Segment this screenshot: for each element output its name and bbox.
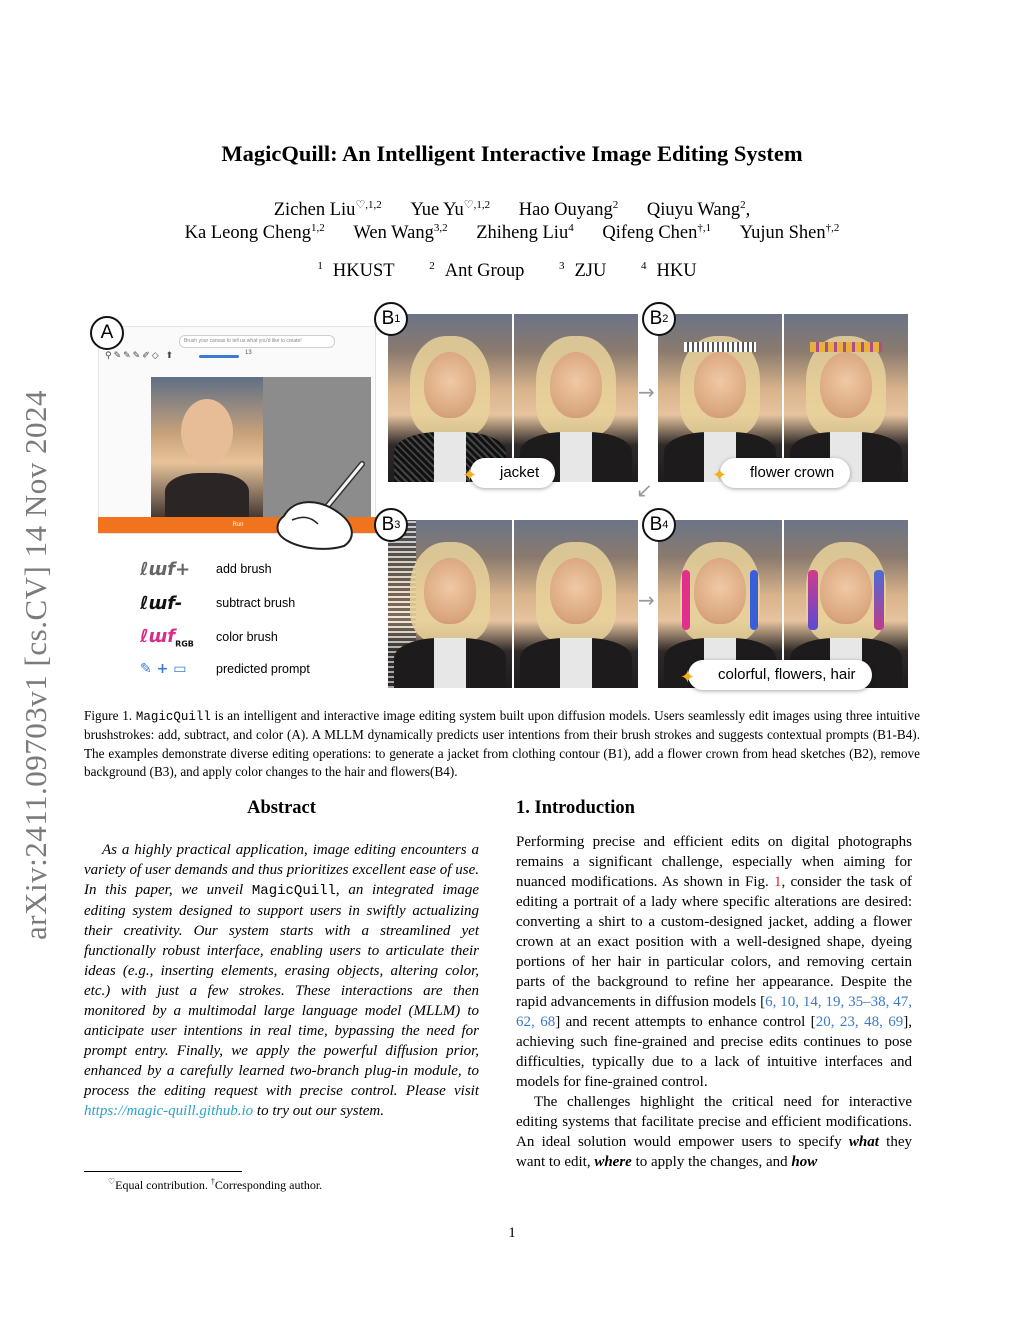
project-link[interactable]: https://magic-quill.github.io — [84, 1103, 254, 1119]
legend-subtract-brush: ℓɯf- subtract brush — [140, 592, 296, 614]
authors-line-2 — [0, 222, 1024, 244]
paper-title: MagicQuill: An Intelligent Interactive Image Editing System — [221, 141, 803, 166]
wand-icon: ✦ — [462, 465, 478, 485]
b2-input-photo — [658, 314, 782, 482]
ui-slider-value: 13 — [245, 350, 252, 356]
wand-icon: ✦ — [680, 667, 696, 687]
author: Ka Leong Cheng$^{1,2}$ — [184, 222, 325, 244]
figure-caption: Figure 1. MagicQuill is an intelligent and interactive image editing system built upon diffusion models. Users seamlessly edit images using three intuitive brushstrokes: add, subtract, and color (A). A MLLM dynamically predicts user intentions from their brush strokes and suggests contextual prompts (B1-B4). The examples demonstrate diverse editing operations: to generate a jacket from clothing contour (B1), add a flower crown from head sketches (B2), remove background (B3), and apply color changes to the hair and flowers(B4). — [84, 708, 920, 779]
authors-line-1 — [0, 198, 1024, 221]
panel-label-b4: B 4 — [642, 508, 676, 542]
panel-label-a: A — [90, 316, 124, 350]
citation-links[interactable]: 6, 10, 14, 19, 35–38, 47, 62, 68 — [516, 994, 913, 1030]
b3-output-photo — [514, 520, 638, 688]
panel-label-b3: B 3 — [374, 508, 408, 542]
arrow-right-icon: → — [638, 588, 655, 612]
subtract-brush-icon: ℓɯf- — [140, 592, 183, 614]
arrow-right-icon: → — [638, 380, 655, 404]
wand-icon: ✦ — [712, 465, 728, 485]
author: Qiuyu Wang$^2$, — [646, 199, 751, 221]
arxiv-stamp: arXiv:2411.09703v1 [cs.CV] 14 Nov 2024 — [18, 390, 53, 940]
footnote-rule — [84, 1171, 242, 1172]
affiliation: $^4$ HKU — [640, 260, 697, 282]
affiliation: $^2$ Ant Group — [429, 260, 525, 282]
prompt-pill-flower-crown: ✦ flower crown — [720, 458, 850, 488]
panel-label-b1: B 1 — [374, 302, 408, 336]
abstract-heading: Abstract — [247, 798, 316, 818]
introduction-body — [516, 832, 912, 1172]
prompt-pill-jacket: ✦ jacket — [470, 458, 555, 488]
b1-output-photo — [514, 314, 638, 482]
author: Hao Ouyang$^2$ — [518, 199, 619, 221]
abstract-body: As a highly practical application, image editing encounters a variety of user demands and thus prioritizes excellent ease of use. In this paper, we unveil MagicQuill, an integrated image editing system designed to support users in swiftly actualizing their creativity. Our system starts with a streamlined yet functionally robust interface, enabling users to articulate their ideas (e.g., inserting elements, erasing objects, altering color, etc.) with just a few strokes. These interactions are then monitored by a multimodal large language model (MLLM) to anticipate user intentions in real time, bypassing the need for prompt entry. Finally, we apply the powerful diffusion prior, enhanced by a carefully learned two-branch plug-in module, to process the editing request with precise control. Please visit https://magic-quill.github.io to try out our system. — [84, 842, 479, 1119]
page-number: 1 — [508, 1225, 516, 1241]
b3-input-photo — [388, 520, 512, 688]
legend-predicted-prompt: ✎ + ▭ predicted prompt — [140, 661, 310, 677]
b1-input-photo — [388, 314, 512, 482]
legend-color-brush: ℓɯf$_{RGB}$ color brush — [140, 625, 278, 649]
predicted-prompt-icon: ✎ + ▭ — [140, 661, 187, 677]
panel-label-b2: B 2 — [642, 302, 676, 336]
author: Wen Wang$^{3,2}$ — [353, 222, 448, 244]
affiliation: $^1$ HKUST — [317, 260, 395, 282]
author: Yue $Yu^{♡,1,2}$ — [410, 199, 491, 221]
ui-run-button: Run — [98, 517, 378, 533]
ui-brush-slider — [199, 355, 239, 358]
arrow-down-left-icon: ↙ — [636, 478, 653, 502]
footnote: ♡Equal contribution. †Corresponding author. — [108, 1177, 323, 1192]
ui-prompt-box: Brush your canvas to tell us what you'd like to create! — [179, 335, 335, 348]
hand-stylus-illustration — [244, 458, 374, 553]
author: Zichen Liu$^{♡,1,2}$ — [273, 199, 382, 221]
prompt-pill-colorful-flowers-hair: ✦ colorful, flowers, hair — [688, 660, 872, 690]
affiliations — [0, 260, 1024, 282]
figure-reference-link[interactable]: 1 — [774, 874, 782, 890]
introduction-heading: 1. Introduction — [516, 798, 635, 818]
author: Qifeng Chen$^{\dagger,1}$ — [602, 222, 712, 244]
ui-toolbar: ⚲✎✎✎✐◇ ⬆ — [105, 351, 176, 361]
intro-paragraph-2: The challenges highlight the critical need for interactive editing systems that facilitate precise and efficient modifications. An ideal solution would empower users to specify what they want to edit, where to apply the changes, and how — [516, 1094, 912, 1170]
figure-1 — [84, 298, 920, 700]
add-brush-icon: ℓɯf+ — [140, 558, 191, 580]
b2-output-photo — [784, 314, 908, 482]
legend-add-brush: ℓɯf+ add brush — [140, 558, 272, 580]
affiliation: $^3$ ZJU — [558, 260, 607, 282]
author: Zhiheng Liu$^4$ — [476, 222, 574, 244]
author: Yujun Shen$^{\dagger,2}$ — [739, 222, 840, 244]
intro-paragraph-1: Performing precise and efficient edits on digital photographs remains a significant challenge, especially when aiming for nuanced modifications. As shown in Fig. 1, consider the task of editing a portrait of a lady where specific alterations are desired: converting a shirt to a custom-designed jacket, adding a flower crown at an exact position with a well-designed shape, dyeing portions of her hair in particular colors, and removing certain parts of the background to refine her appearance. Despite the rapid advancements in diffusion models [6, 10, 14, 19, 35–38, 47, 62, 68] and recent attempts to enhance control [20, 23, 48, 69], achieving such fine-grained and precise edits continues to pose difficulties, typically due to a lack of intuitive interfaces and models for fine-grained control. — [516, 834, 913, 1090]
citation-links[interactable]: 20, 23, 48, 69 — [815, 1014, 904, 1030]
color-brush-icon: ℓɯf$_{RGB}$ — [140, 625, 194, 649]
